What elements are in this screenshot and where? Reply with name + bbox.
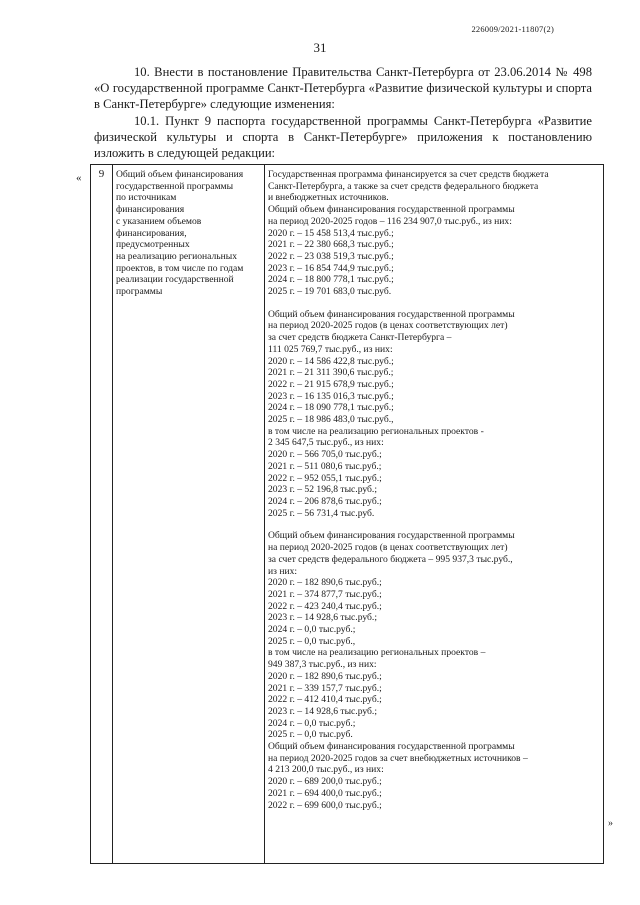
content-line: 949 387,3 тыс.руб., из них: [268, 659, 377, 671]
document-id: 226009/2021-11807(2) [471, 24, 554, 34]
content-line: за счет средств бюджета Санкт-Петербурга – [268, 332, 452, 344]
content-line: 2022 г. – 21 915 678,9 тыс.руб.; [268, 378, 394, 390]
label-line: на реализацию региональных [116, 250, 238, 262]
content-line: 2022 г. – 23 038 519,3 тыс.руб.; [268, 250, 394, 262]
content-line: 2023 г. – 14 928,6 тыс.руб.; [268, 612, 377, 624]
financing-table [90, 164, 604, 864]
opening-quote: « [76, 172, 82, 184]
content-line: 2020 г. – 689 200,0 тыс.руб.; [268, 776, 382, 788]
content-line: на период 2020-2025 годов (в ценах соответствующих лет) [268, 542, 508, 554]
content-line: 2021 г. – 374 877,7 тыс.руб.; [268, 588, 382, 600]
content-line: 2021 г. – 21 311 390,6 тыс.руб.; [268, 367, 394, 379]
content-line: 2021 г. – 694 400,0 тыс.руб.; [268, 787, 382, 799]
content-line: 2023 г. – 16 854 744,9 тыс.руб.; [268, 262, 394, 274]
label-line: реализации государственной [116, 274, 234, 286]
content-line: 2020 г. – 15 458 513,4 тыс.руб.; [268, 227, 394, 239]
label-line: программы [116, 286, 163, 298]
content-line: 2020 г. – 182 890,6 тыс.руб.; [268, 670, 382, 682]
content-line: 2025 г. – 0,0 тыс.руб. [268, 729, 353, 741]
label-line: предусмотренных [116, 239, 190, 251]
intro-paragraph-2: 10.1. Пункт 9 паспорта государственной программы Санкт-Петербурга «Развитие физической культуры и спорта в Санкт-Петербурге» приложения к постановлению изложить в следующей редакции: [94, 113, 592, 161]
content-line: 2020 г. – 566 705,0 тыс.руб.; [268, 449, 382, 461]
content-line: 2024 г. – 18 090 778,1 тыс.руб.; [268, 402, 394, 414]
content-line: 2022 г. – 952 055,1 тыс.руб.; [268, 472, 382, 484]
row-content-cell [265, 165, 604, 864]
content-line: Общий объем финансирования государственной программы [268, 308, 515, 320]
content-line: за счет средств федерального бюджета – 995 937,3 тыс.руб., [268, 553, 513, 565]
content-line: на период 2020-2025 годов за счет внебюджетных источников – [268, 752, 528, 764]
content-line: Общий объем финансирования государственной программы [268, 204, 515, 216]
content-line: из них: [268, 565, 298, 577]
content-line: Государственная программа финансируется за счет средств бюджета [268, 169, 549, 180]
content-line: 2025 г. – 18 986 483,0 тыс.руб., [268, 414, 394, 426]
content-line: 2 345 647,5 тыс.руб., из них: [268, 437, 384, 449]
intro-text [94, 64, 592, 161]
row-number: 9 [91, 165, 113, 864]
content-line: 4 213 200,0 тыс.руб., из них: [268, 764, 384, 776]
financing-block-city-budget [268, 309, 600, 520]
label-line: Общий объем финансирования [116, 169, 244, 180]
content-line: 2025 г. – 0,0 тыс.руб., [268, 635, 356, 647]
page-number: 31 [313, 40, 327, 55]
content-line: 2024 г. – 206 878,6 тыс.руб.; [268, 495, 382, 507]
intro-paragraph-1: 10. Внести в постановление Правительства Санкт-Петербурга от 23.06.2014 № 498 «О государственной программе Санкт-Петербурга «Развитие физической культуры и спорта в Санкт-Петербурге» следующие изменения: [94, 65, 592, 112]
financing-block-total [268, 169, 600, 298]
label-line: проектов, в том числе по годам [116, 262, 244, 274]
closing-quote: » [608, 818, 613, 829]
content-line: Общий объем финансирования государственной программы [268, 530, 515, 542]
content-line: 2020 г. – 14 586 422,8 тыс.руб.; [268, 355, 394, 367]
content-line: 2024 г. – 0,0 тыс.руб.; [268, 717, 356, 729]
label-line: финансирования [116, 204, 185, 216]
content-line: 2021 г. – 511 080,6 тыс.руб.; [268, 460, 382, 472]
table-row [91, 165, 604, 864]
content-line: на период 2020-2025 годов (в ценах соответствующих лет) [268, 320, 508, 332]
label-line: по источникам [116, 192, 177, 204]
content-line: 2022 г. – 699 600,0 тыс.руб.; [268, 799, 382, 811]
row-label-cell [113, 165, 265, 864]
content-line: 111 025 769,7 тыс.руб., из них: [268, 343, 393, 355]
financing-block-federal-budget [268, 530, 600, 811]
content-line: 2025 г. – 56 731,4 тыс.руб. [268, 507, 375, 519]
content-line: 2025 г. – 19 701 683,0 тыс.руб. [268, 286, 392, 298]
content-line: Общий объем финансирования государственной программы [268, 741, 515, 753]
content-line: 2023 г. – 16 135 016,3 тыс.руб.; [268, 390, 394, 402]
content-line: 2021 г. – 22 380 668,3 тыс.руб.; [268, 239, 394, 251]
content-line: Санкт-Петербурга, а также за счет средств федерального бюджета [268, 180, 539, 192]
content-line: 2022 г. – 412 410,4 тыс.руб.; [268, 694, 382, 706]
content-line: 2021 г. – 339 157,7 тыс.руб.; [268, 682, 382, 694]
content-line: в том числе на реализацию региональных проектов - [268, 425, 484, 437]
label-line: государственной программы [116, 180, 234, 192]
content-line: на период 2020-2025 годов – 116 234 907,0 тыс.руб., из них: [268, 215, 512, 227]
content-line: 2024 г. – 0,0 тыс.руб.; [268, 624, 356, 636]
label-line: финансирования, [116, 227, 187, 239]
content-line: 2023 г. – 14 928,6 тыс.руб.; [268, 705, 377, 717]
content-line: 2023 г. – 52 196,8 тыс.руб.; [268, 484, 377, 496]
content-line: 2020 г. – 182 890,6 тыс.руб.; [268, 577, 382, 589]
label-line: с указанием объемов [116, 215, 202, 227]
content-line: и внебюджетных источников. [268, 192, 389, 204]
content-line: 2024 г. – 18 800 778,1 тыс.руб.; [268, 274, 394, 286]
content-line: в том числе на реализацию региональных проектов – [268, 647, 486, 659]
content-line: 2022 г. – 423 240,4 тыс.руб.; [268, 600, 382, 612]
